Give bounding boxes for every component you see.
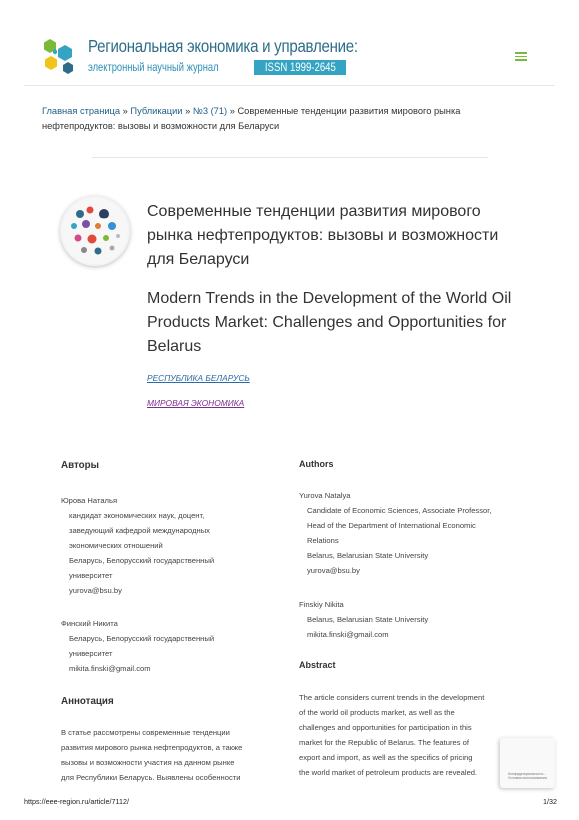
author-detail: кандидат экономических наук, доцент,: [69, 511, 205, 520]
abstract-heading-en: Abstract: [299, 660, 336, 670]
header-divider: [24, 85, 555, 86]
author-block-en-1: [299, 488, 529, 578]
menu-icon[interactable]: [515, 52, 527, 61]
abstract-heading-ru: Аннотация: [61, 696, 114, 707]
abstract-text-ru: В статье рассмотрены современные тенденции развития мирового рынка нефтепродуктов, а также вызовы и возможности участия на данном рынке для Республики Беларусь. Выявлены особенности: [61, 728, 243, 782]
author-detail: Head of the Department of International Economic: [307, 521, 476, 530]
author-block-en-2: [299, 597, 529, 642]
article-cover-image: [60, 196, 130, 266]
article-title-en: Modern Trends in the Development of the World Oil Products Market: Challenges and Opportunities for Belarus: [147, 290, 512, 355]
author-block-ru-1: [61, 493, 291, 598]
article-title-ru: Современные тенденции развития мирового рынка нефтепродуктов: вызовы и возможности для Беларуси: [147, 203, 499, 268]
breadcrumb-publications[interactable]: Публикации: [130, 106, 183, 116]
author-email[interactable]: mikita.finski@gmail.com: [307, 630, 389, 639]
author-email[interactable]: yurova@bsu.by: [307, 566, 360, 575]
author-detail: университет: [69, 571, 113, 580]
author-detail: заведующий кафедрой международных: [69, 526, 210, 535]
print-url: https://eee-region.ru/article/7112/: [24, 797, 129, 806]
author-detail: Belarus, Belarusian State University: [307, 615, 429, 624]
site-logo-icon[interactable]: [42, 38, 82, 76]
author-detail: Беларусь, Белорусский государственный: [69, 634, 215, 643]
author-name: Finskiy Nikita: [299, 600, 344, 609]
breadcrumb-home[interactable]: Главная страница: [42, 106, 121, 116]
recaptcha-text: Конфиденциальность - Условия использования: [508, 772, 547, 780]
author-detail: Belarus, Belarusian State University: [307, 551, 429, 560]
author-email[interactable]: mikita.finski@gmail.com: [69, 664, 151, 673]
author-detail: Беларусь, Белорусский государственный: [69, 556, 215, 565]
authors-heading-ru: Авторы: [61, 460, 99, 471]
breadcrumb-issue[interactable]: №3 (71): [192, 106, 228, 116]
breadcrumb-divider: [92, 157, 488, 158]
print-page-number: 1/32: [543, 797, 557, 806]
recaptcha-badge[interactable]: [500, 738, 555, 788]
author-detail: экономических отношений: [69, 541, 163, 550]
author-detail: Candidate of Economic Sciences, Associate Professor,: [307, 506, 492, 515]
author-name: Yurova Natalya: [299, 491, 351, 500]
print-footer: [24, 797, 557, 806]
author-detail: университет: [69, 649, 113, 658]
tag-belarus[interactable]: РЕСПУБЛИКА БЕЛАРУСЬ: [147, 373, 250, 383]
abstract-text-en: The article considers current trends in the development of the world oil products market, as well as the challenges and opportunities for participation in this market for the Republic of Belarus. The features of export and import, as well as the specifics of pricing the world market of petroleum products are revealed.: [299, 693, 485, 777]
author-email[interactable]: yurova@bsu.by: [69, 586, 122, 595]
site-subtitle: электронный научный журнал: [88, 60, 219, 74]
author-detail: Relations: [307, 536, 339, 545]
author-block-ru-2: [61, 616, 291, 676]
author-name: Финский Никита: [61, 619, 118, 628]
authors-heading-en: Authors: [299, 459, 334, 469]
author-name: Юрова Наталья: [61, 496, 118, 505]
breadcrumb: Главная страница » Публикации » №3 (71) » Современные тенденции развития мирового рынка нефтепродуктов: вызовы и возможности для Беларуси: [42, 106, 461, 131]
tag-world-economy[interactable]: МИРОВАЯ ЭКОНОМИКА: [147, 398, 245, 408]
issn-badge: ISSN 1999-2645: [254, 60, 346, 75]
breadcrumb-current: Современные тенденции развития мирового рынка нефтепродуктов: вызовы и возможности для Беларуси: [42, 106, 461, 131]
site-title[interactable]: Региональная экономика и управление:: [88, 36, 358, 56]
